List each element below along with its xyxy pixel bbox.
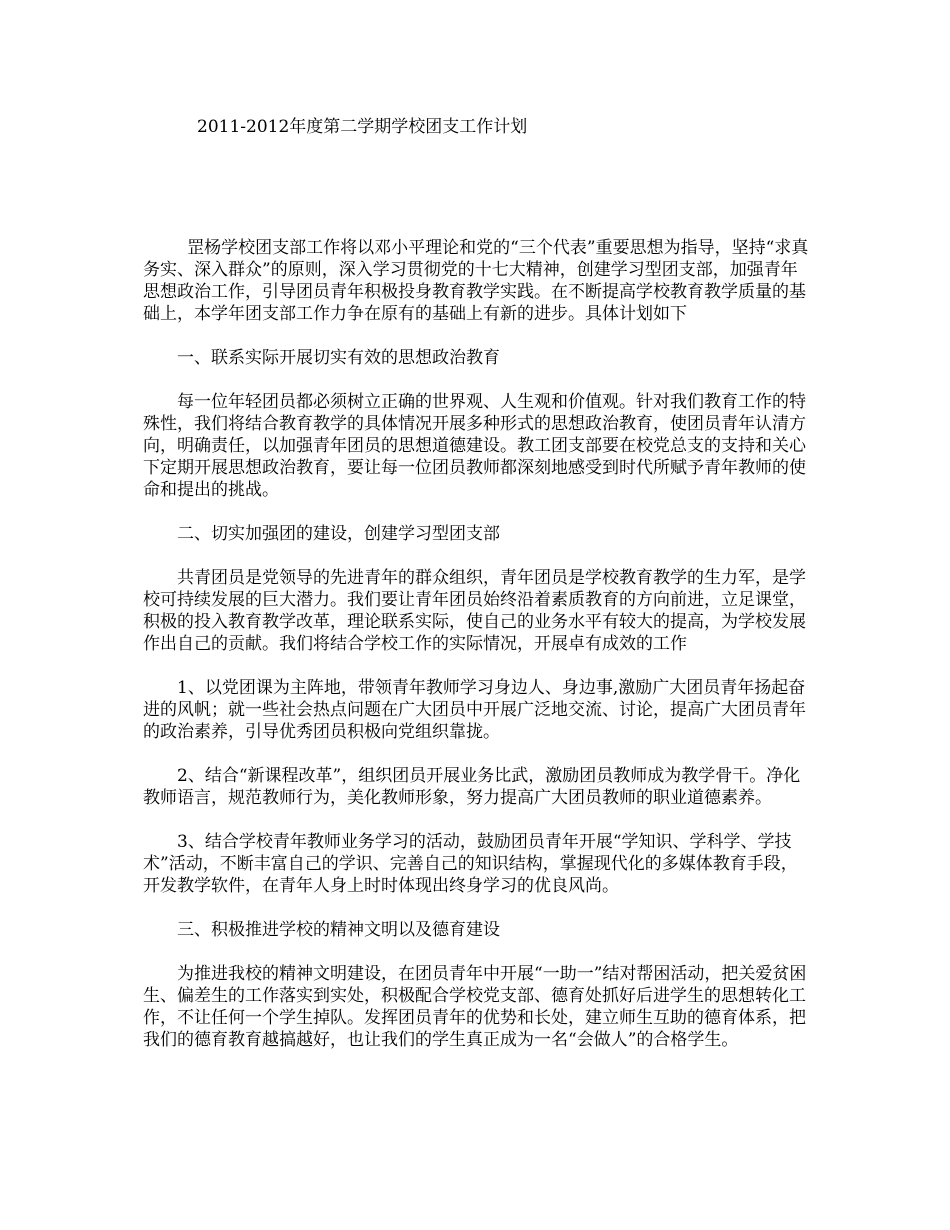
section-heading-2: 二、切实加强团的建设，创建学习型团支部 — [177, 524, 500, 544]
list-item-paragraph: 1、以党团课为主阵地，带领青年教师学习身边人、身边事,激励广大团员青年扬起奋进的风帆；就一些社会热点问题在广大团员中开展广泛地交流、讨论，提高广大团员青年的政治素养，引导优秀团员积极向党组织靠拢。 — [143, 678, 806, 742]
list-item-paragraph: 3、结合学校青年教师业务学习的活动，鼓励团员青年开展“学知识、学科学、学技术”活动，不断丰富自己的学识、完善自己的知识结构，掌握现代化的多媒体教育手段，开发教学软件，在青年人身上时时体现出终身学习的优良风尚。 — [143, 832, 798, 896]
section-heading-3: 三、积极推进学校的精神文明以及德育建设 — [177, 920, 500, 940]
body-paragraph: 为推进我校的精神文明建设，在团员青年中开展“一助一”结对帮困活动，把关爱贫困生、偏差生的工作落实到实处，积极配合学校党支部、德育处抓好后进学生的思想转化工作，不让任何一个学生掉队。发挥团员青年的优势和长处，建立师生互助的德育体系，把我们的德育教育越搞越好，也让我们的学生真正成为一名“会做人”的合格学生。 — [143, 964, 807, 1050]
section-heading-1: 一、联系实际开展切实有效的思想政治教育 — [177, 348, 500, 368]
intro-paragraph: 罡杨学校团支部工作将以邓小平理论和党的“三个代表”重要思想为指导，坚持“求真务实、深入群众”的原则，深入学习贯彻党的十七大精神，创建学习型团支部，加强青年思想政治工作，引导团员青年积极投身教育教学实践。在不断提高学校教育教学质量的基础上，本学年团支部工作力争在原有的基础上有新的进步。具体计划如下 — [143, 238, 809, 324]
document-title: 2011-2012年度第二学期学校团支工作计划 — [197, 117, 528, 137]
document-body — [143, 237, 811, 1073]
list-item-paragraph: 2、结合“新课程改革”，组织团员开展业务比武，激励团员教师成为教学骨干。净化教师语言，规范教师行为，美化教师形象，努力提高广大团员教师的职业道德素养。 — [143, 766, 801, 808]
body-paragraph: 共青团员是党领导的先进青年的群众组织，青年团员是学校教育教学的生力军，是学校可持续发展的巨大潜力。我们要让青年团员始终沿着素质教育的方向前进，立足课堂，积极的投入教育教学改革，理论联系实际，使自己的业务水平有较大的提高，为学校发展作出自己的贡献。我们将结合学校工作的实际情况，开展卓有成效的工作 — [143, 568, 806, 654]
body-paragraph: 每一位年轻团员都必须树立正确的世界观、人生观和价值观。针对我们教育工作的特殊性，我们将结合教育教学的具体情况开展多种形式的思想政治教育，使团员青年认清方向，明确责任，以加强青年团员的思想道德建设。教工团支部要在校党总支的支持和关心下定期开展思想政治教育，要让每一位团员教师都深刻地感受到时代所赋予青年教师的使命和提出的挑战。 — [143, 392, 806, 500]
